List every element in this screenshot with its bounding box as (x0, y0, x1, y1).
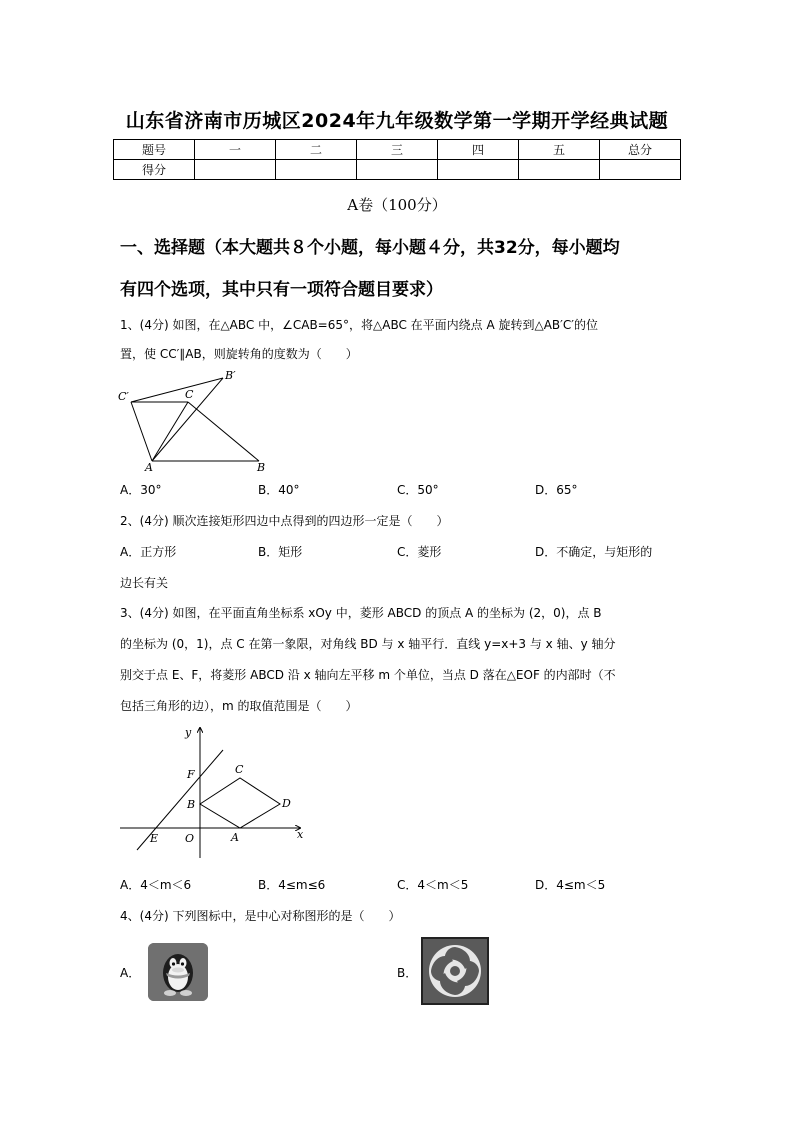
q2-option-d[interactable]: D．不确定，与矩形的 (535, 545, 653, 559)
q1-label-b-prime: B′ (225, 369, 236, 382)
q4-option-b[interactable]: B． (397, 966, 418, 980)
q3-text-line3: 别交于点 E、F，将菱形 ABCD 沿 x 轴向左平移 m 个单位，当点 D 落在△EOF 的内部时（不 (120, 668, 616, 682)
q1-option-c[interactable]: C．50° (397, 483, 439, 497)
score-header-cell: 五 (519, 140, 600, 160)
score-header-cell: 一 (195, 140, 276, 160)
q1-label-c-prime: C′ (118, 390, 129, 403)
q2-option-d-continued: 边长有关 (120, 576, 169, 590)
score-header-cell: 总分 (600, 140, 681, 160)
q3-option-b[interactable]: B．4≤m≤6 (258, 878, 326, 892)
q1-label-c: C (185, 388, 194, 401)
q3-text-line2: 的坐标为 (0，1)，点 C 在第一象限，对角线 BD 与 x 轴平行．直线 y=x+3 与 x 轴、y 轴分 (120, 637, 616, 651)
q3-label-c: C (235, 763, 244, 776)
score-cell (357, 160, 438, 180)
q3-label-b: B (187, 798, 196, 811)
q3-label-o: O (185, 832, 195, 845)
q3-label-x: x (297, 828, 304, 841)
q1-option-b[interactable]: B．40° (258, 483, 300, 497)
score-header-cell: 二 (276, 140, 357, 160)
q3-label-e: E (150, 832, 159, 845)
q3-rhombus-abcd (200, 778, 280, 828)
q3-label-a: A (231, 831, 239, 844)
score-cell (195, 160, 276, 180)
q3-option-a[interactable]: A．4＜m＜6 (120, 878, 192, 892)
q3-label-d: D (282, 797, 291, 810)
q1-edge-cb (188, 402, 259, 461)
q4-text-line1: 4、(4分) 下列图标中，是中心对称图形的是（ ） (120, 909, 401, 923)
q2-text-line1: 2、(4分) 顺次连接矩形四边中点得到的四边形一定是（ ） (120, 514, 449, 528)
q1-triangle-figure (112, 365, 282, 475)
q1-text-line2: 置，使 CC′∥AB，则旋转角的度数为（ ） (120, 347, 358, 361)
q3-option-d[interactable]: D．4≤m＜5 (535, 878, 606, 892)
section-a-heading: A卷（100分） (347, 196, 447, 214)
section1-heading-line1: 一、选择题（本大题共８个小题，每小题４分，共32分，每小题均 (120, 238, 620, 258)
score-header-cell: 三 (357, 140, 438, 160)
q1-option-a[interactable]: A．30° (120, 483, 162, 497)
qq-penguin-icon (148, 943, 208, 1001)
q4-option-a[interactable]: A． (120, 966, 141, 980)
score-cell (600, 160, 681, 180)
q1-edge-ac-prime (131, 402, 152, 461)
q3-label-y: y (185, 726, 192, 739)
q1-option-d[interactable]: D．65° (535, 483, 578, 497)
score-header-cell: 四 (438, 140, 519, 160)
score-table-header-row (114, 140, 681, 160)
q3-text-line4: 包括三角形的边），m 的取值范围是（ ） (120, 699, 358, 713)
q2-option-a[interactable]: A．正方形 (120, 545, 177, 559)
q3-option-c[interactable]: C．4＜m＜5 (397, 878, 469, 892)
q1-text-line1: 1、(4分) 如图，在△ABC 中，∠CAB=65°，将△ABC 在平面内绕点 A 旋转到△AB′C′的位 (120, 318, 598, 332)
q3-label-f: F (187, 768, 195, 781)
q1-edge-ac (152, 402, 188, 461)
q1-label-b: B (257, 461, 266, 474)
score-cell (276, 160, 357, 180)
section1-heading-line2: 有四个选项，其中只有一项符合题目要求） (120, 280, 443, 300)
q3-text-line1: 3、(4分) 如图，在平面直角坐标系 xOy 中，菱形 ABCD 的顶点 A 的坐标为 (2，0)，点 B (120, 606, 602, 620)
score-header-cell: 题号 (114, 140, 195, 160)
page-title: 山东省济南市历城区2024年九年级数学第一学期开学经典试题 (125, 110, 669, 132)
q2-option-c[interactable]: C．菱形 (397, 545, 442, 559)
score-row-label: 得分 (114, 160, 195, 180)
score-table-row (114, 160, 681, 180)
score-table (113, 139, 681, 180)
swirl-logo-icon (421, 937, 489, 1005)
q1-label-a: A (145, 461, 153, 474)
q1-edge-c-prime-b-prime (131, 378, 223, 402)
q3-coordinate-figure (115, 722, 315, 862)
score-cell (438, 160, 519, 180)
score-cell (519, 160, 600, 180)
q2-option-b[interactable]: B．矩形 (258, 545, 303, 559)
